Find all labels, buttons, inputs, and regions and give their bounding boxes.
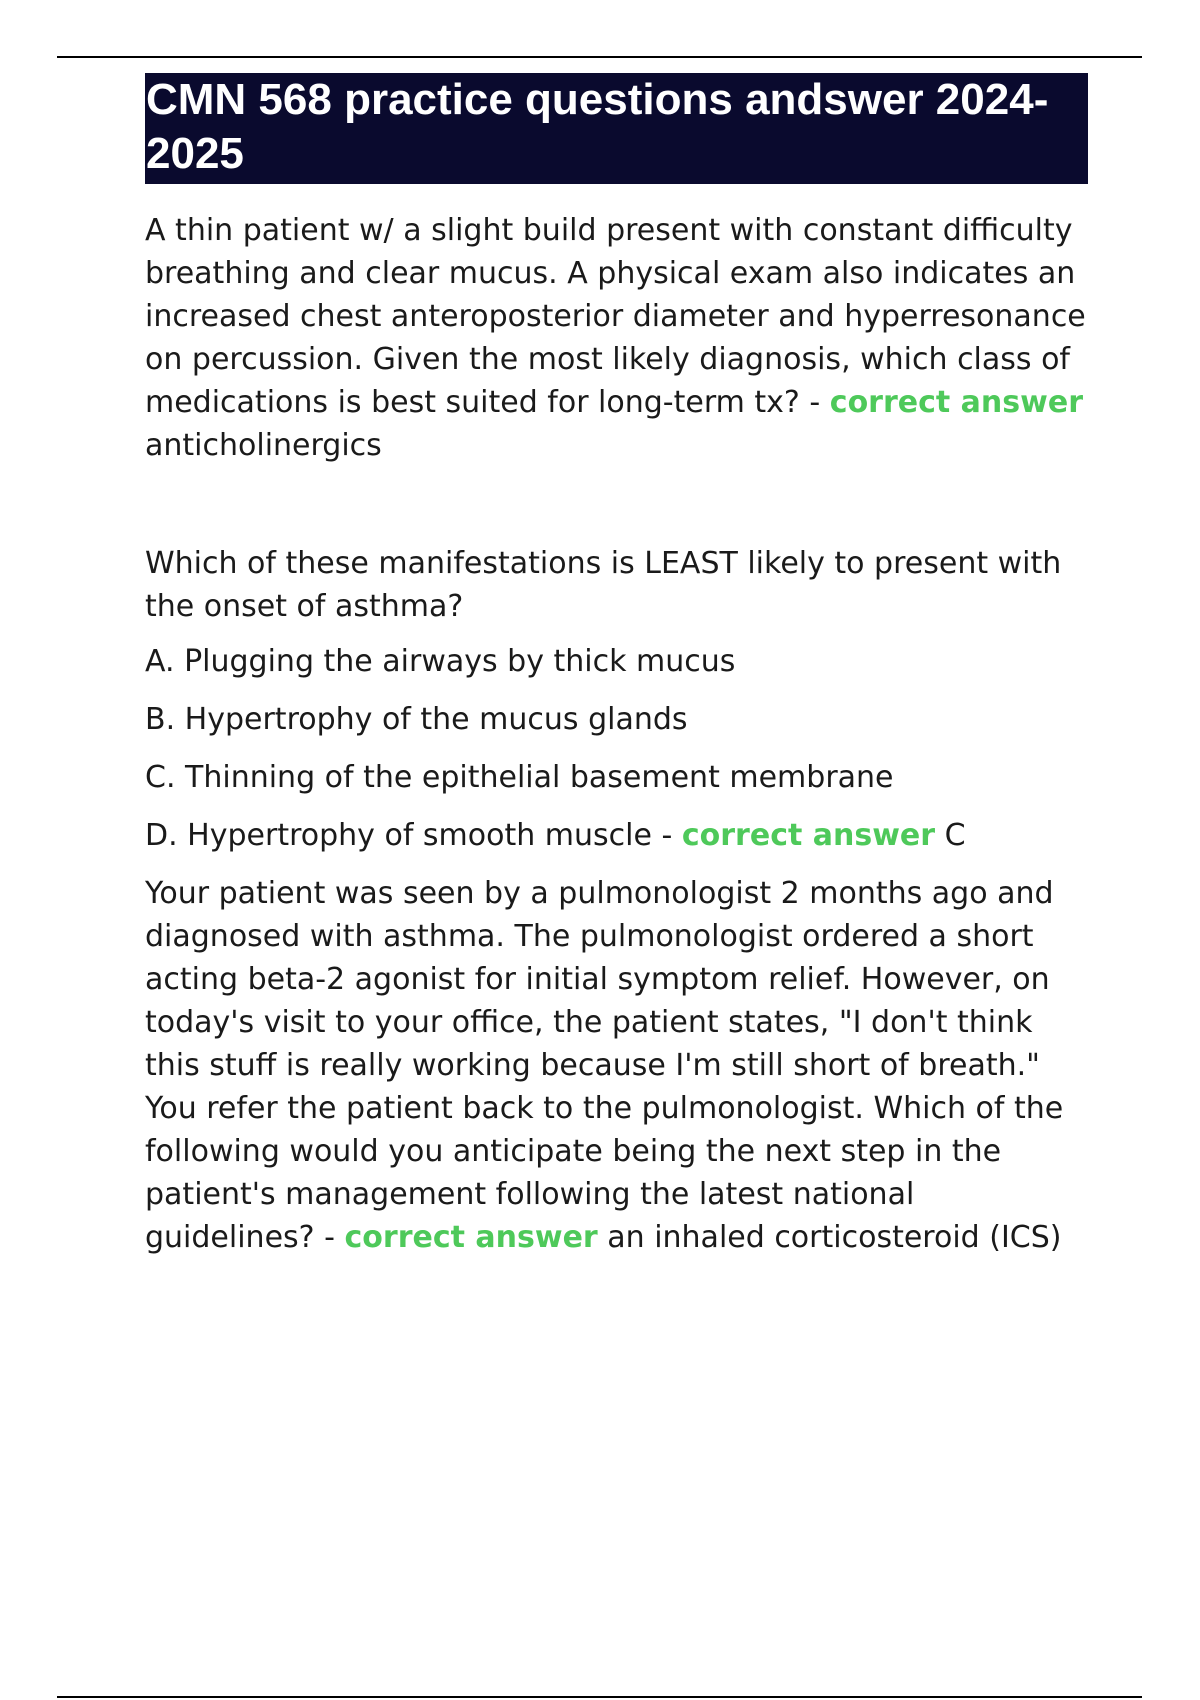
document-body <box>145 209 1090 1259</box>
question-text: Your patient was seen by a pulmonologist 2 months ago and diagnosed with asthma. The pulmonologist ordered a short acting beta-2 agonist for initial symptom relief. However, on today's visit to your office, the patient states, "I don't think this stuff is really working because I'm still short of breath." You refer the patient back to the pulmonologist. Which of the following would you anticipate being the next step in the patient's management following the latest national guidelines? - <box>145 876 1064 1255</box>
bottom-rule <box>57 1696 1142 1698</box>
answer-text: C <box>944 818 966 853</box>
answer-option-c: C. Thinning of the epithelial basement membrane <box>145 760 894 795</box>
document-title: CMN 568 practice questions andswer 2024-2025 <box>146 75 1049 178</box>
option-d-text: D. Hypertrophy of smooth muscle - <box>145 818 673 853</box>
question-2 <box>145 542 1090 857</box>
question-text: Which of these manifestations is LEAST likely to present with the onset of asthma? <box>145 546 1062 624</box>
answer-option-b: B. Hypertrophy of the mucus glands <box>145 702 688 737</box>
answer-option-a: A. Plugging the airways by thick mucus <box>145 644 736 679</box>
correct-answer-label: correct answer <box>344 1220 598 1255</box>
correct-answer-label: correct answer <box>681 818 936 853</box>
question-3 <box>145 872 1090 1259</box>
question-text: A thin patient w/ a slight build present with constant difficulty breathing and clear mucus. A physical exam also indicates an increased chest anteroposterior diameter and hyperresonance on percussion. Given the most likely diagnosis, which class of medications is best suited for long-term tx? - <box>145 213 1086 420</box>
top-rule <box>57 56 1142 58</box>
question-1 <box>145 209 1090 467</box>
answer-text: an inhaled corticosteroid (ICS) <box>607 1220 1062 1255</box>
answer-option-d <box>145 814 1090 857</box>
answer-text: anticholinergics <box>145 428 382 463</box>
correct-answer-label: correct answer <box>829 385 1083 420</box>
